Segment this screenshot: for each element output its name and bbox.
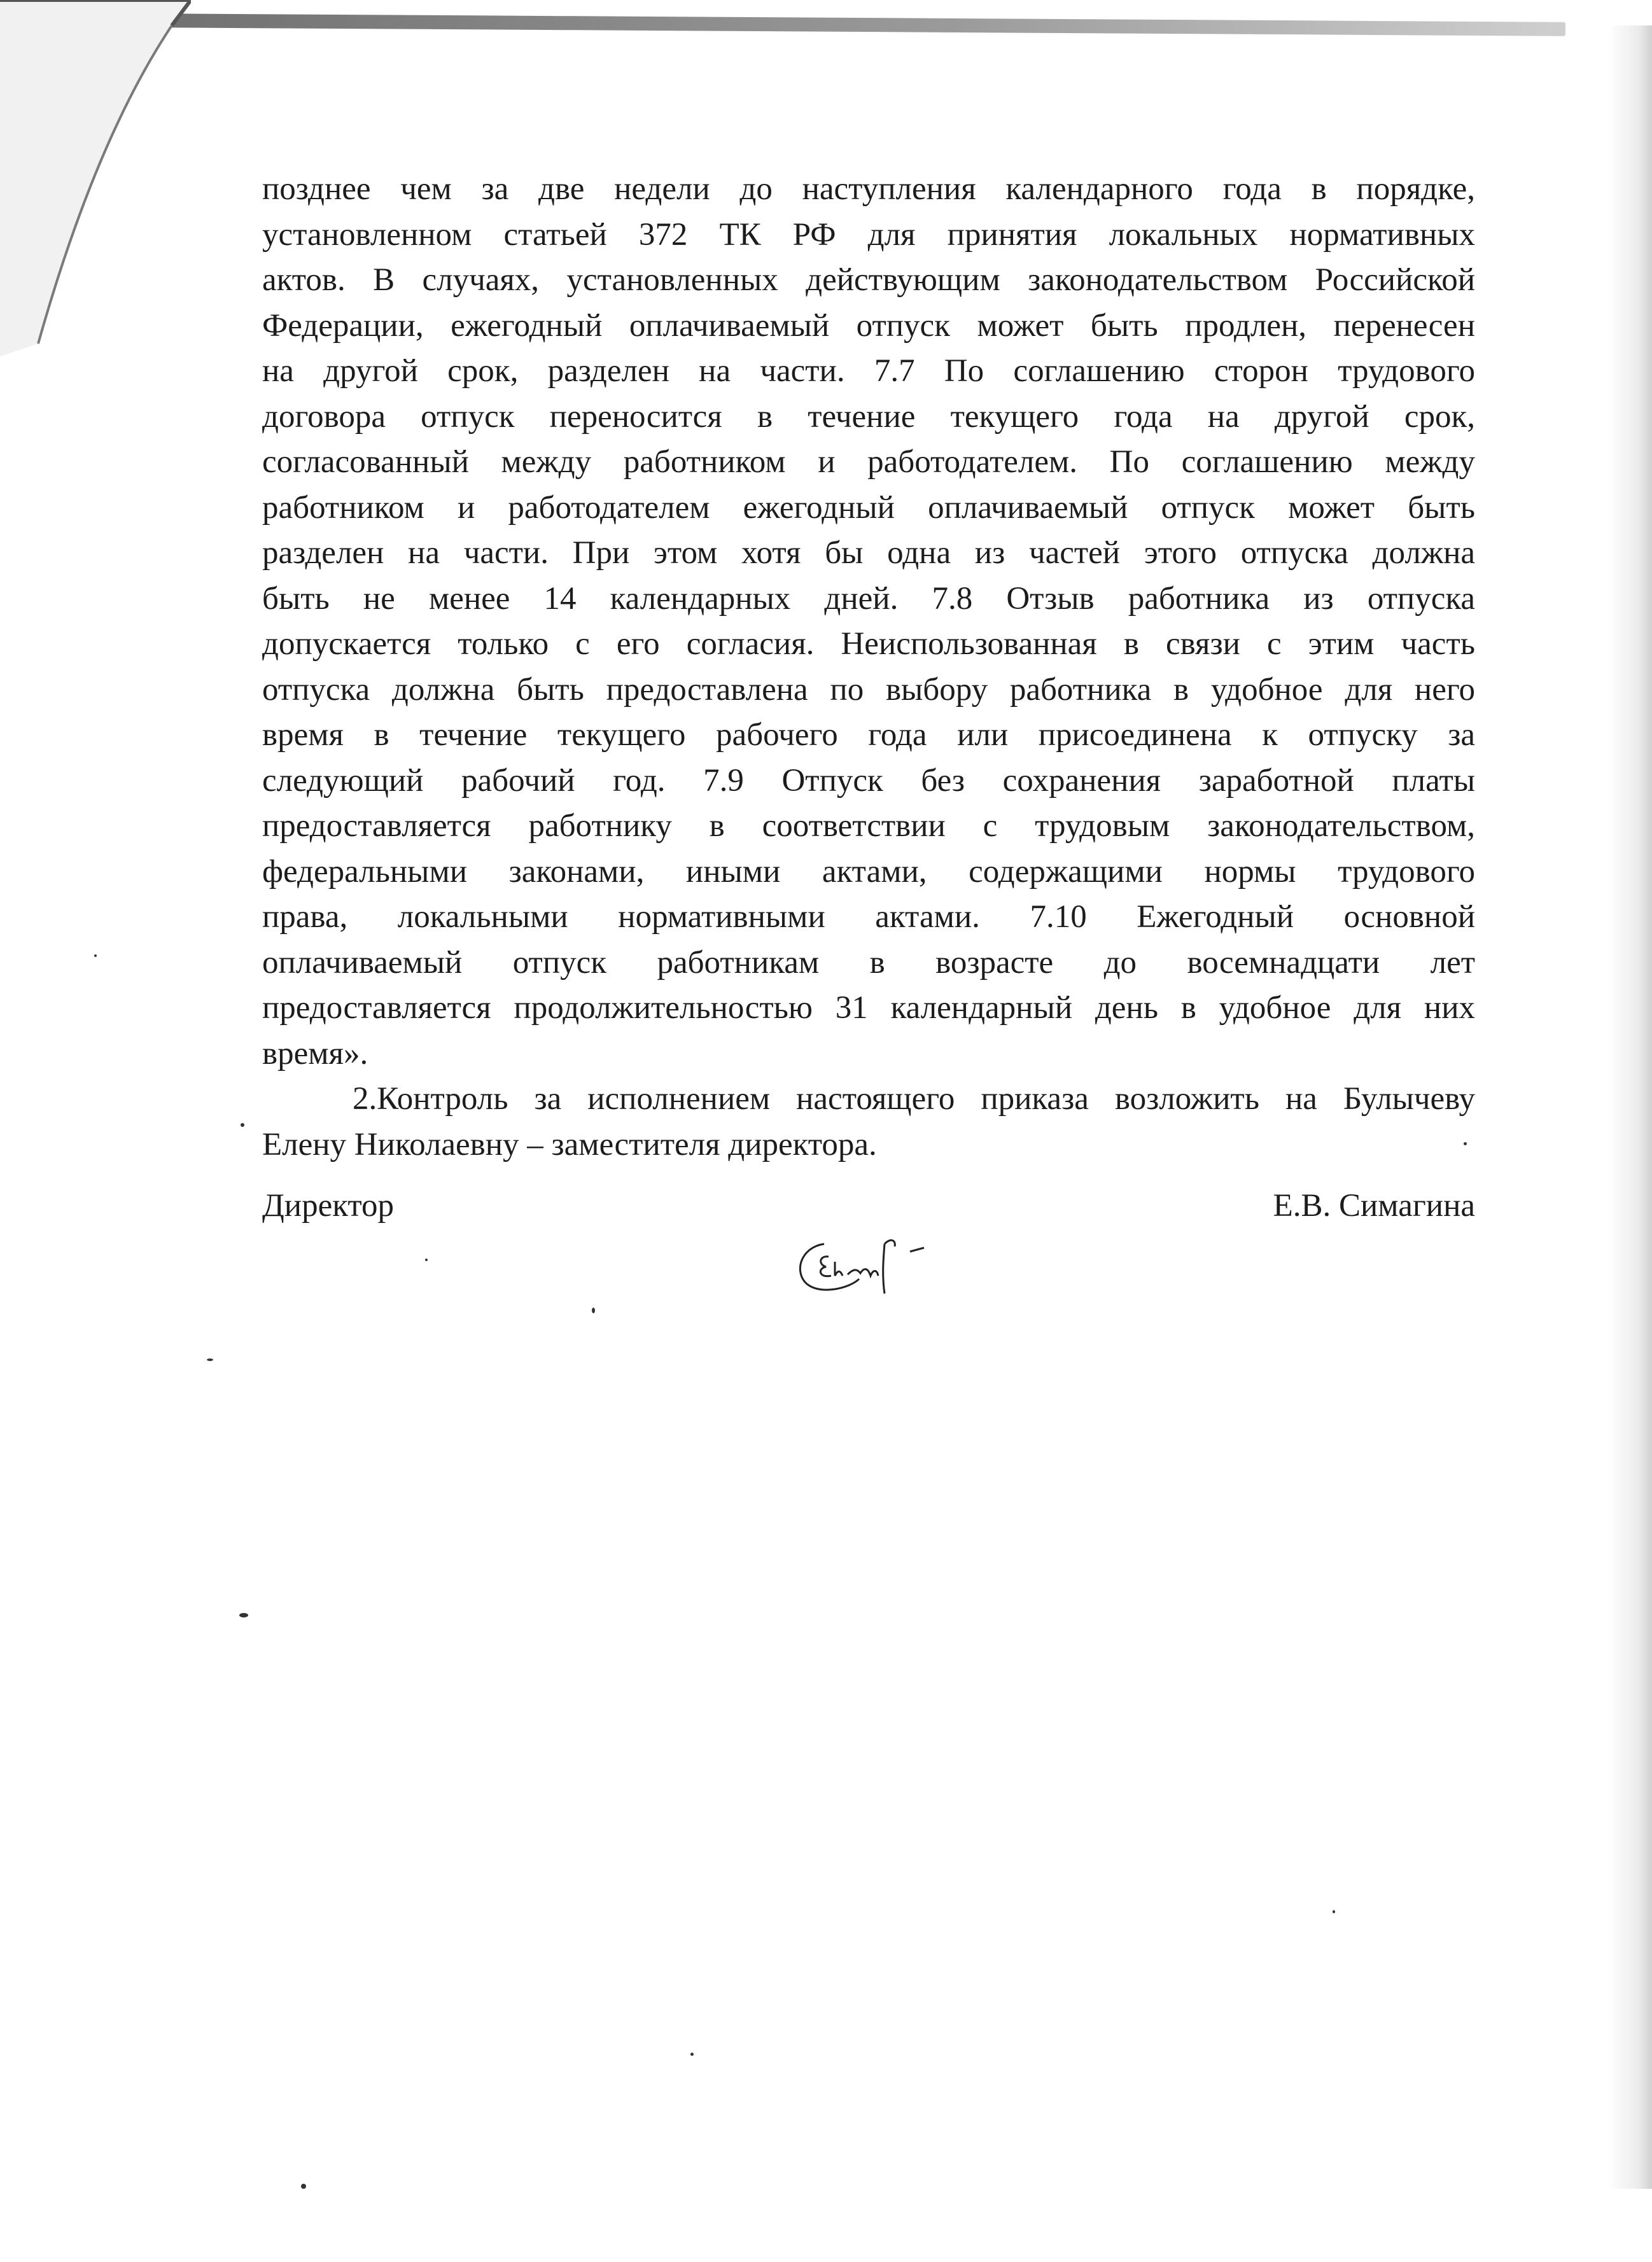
scan-right-shadow	[1607, 25, 1652, 2189]
text-line: права, локальными нормативными актами. 7.10 Ежегодный основной	[262, 899, 1475, 935]
text-line: предоставляется продолжительностью 31 календарный день в удобное для них	[262, 990, 1475, 1026]
text-line: федеральными законами, иными актами, содержащими нормы трудового	[262, 853, 1475, 890]
text-line: следующий рабочий год. 7.9 Отпуск без сохранения заработной платы	[262, 762, 1475, 799]
text-line: Федерации, ежегодный оплачиваемый отпуск может быть продлен, перенесен	[262, 307, 1475, 344]
paragraph	[262, 167, 1475, 1077]
text-line: оплачиваемый отпуск работникам в возрасте до восемнадцати лет	[262, 944, 1475, 981]
text-line: договора отпуск переносится в течение текущего года на другой срок,	[262, 398, 1475, 435]
text-line: позднее чем за две недели до наступления календарного года в порядке,	[262, 171, 1475, 207]
text-line: на другой срок, разделен на части. 7.7 По соглашению сторон трудового	[262, 353, 1475, 389]
text-line: 2.Контроль за исполнением настоящего приказа возложить на Булычеву	[353, 1081, 1475, 1117]
scan-speck	[241, 1123, 244, 1127]
text-line: время».	[262, 1035, 368, 1072]
text-line: предоставляется работнику в соответствии с трудовым законодательством,	[262, 808, 1475, 844]
text-line: допускается только с его согласия. Неиспользованная в связи с этим часть	[262, 626, 1475, 662]
text-line: актов. В случаях, установленных действующим законодательством Российской	[262, 262, 1475, 298]
text-line: установленном статьей 372 ТК РФ для принятия локальных нормативных	[262, 216, 1475, 253]
text-line: время в течение текущего рабочего года или присоединена к отпуску за	[262, 717, 1475, 753]
document-body	[262, 167, 1475, 1168]
scan-speck	[94, 954, 97, 957]
signer-name: Е.В. Симагина	[1273, 1188, 1475, 1224]
text-line: согласованный между работником и работодателем. По соглашению между	[262, 444, 1475, 480]
text-line: Елену Николаевну – заместителя директора.	[262, 1126, 877, 1162]
signer-title: Директор	[262, 1188, 394, 1224]
text-line: быть не менее 14 календарных дней. 7.8 Отзыв работника из отпуска	[262, 580, 1475, 617]
scan-speck	[1333, 1910, 1335, 1913]
text-line: работником и работодателем ежегодный оплачиваемый отпуск может быть	[262, 489, 1475, 526]
text-line: отпуска должна быть предоставлена по выбору работника в удобное для него	[262, 671, 1475, 708]
handwritten-signature	[789, 1225, 935, 1301]
scan-speck	[592, 1308, 595, 1313]
scan-speck	[425, 1259, 428, 1261]
scan-speck	[207, 1358, 213, 1361]
scan-speck	[690, 2053, 694, 2056]
scan-top-edge	[25, 13, 1565, 36]
text-line: разделен на части. При этом хотя бы одна из частей этого отпуска должна	[262, 535, 1475, 571]
scan-speck	[239, 1613, 248, 1617]
folded-corner	[0, 0, 191, 356]
paragraph	[262, 1077, 1475, 1168]
scan-speck	[301, 2184, 306, 2189]
